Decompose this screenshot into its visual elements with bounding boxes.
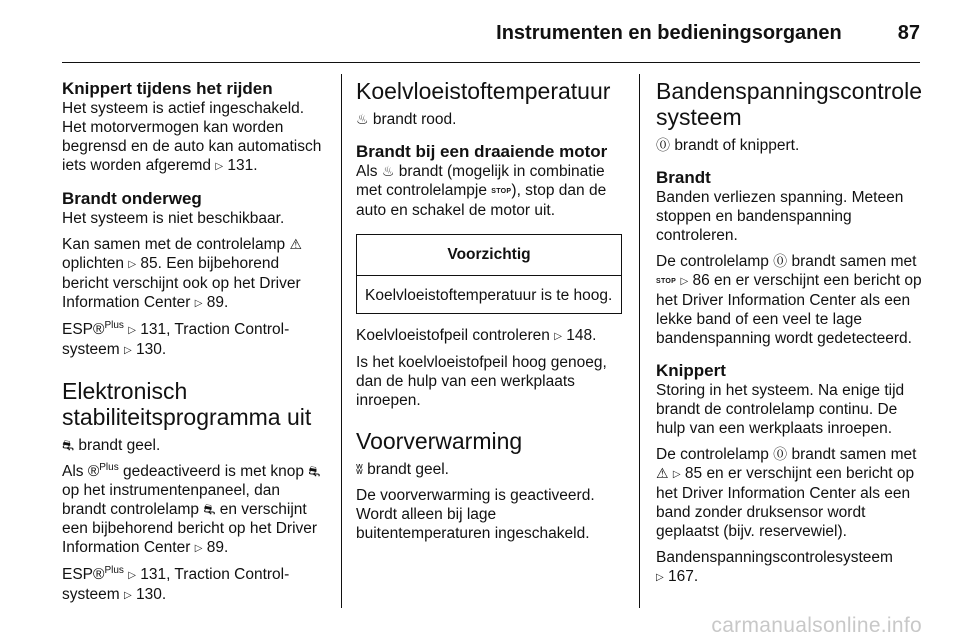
section-title: Knippert tijdens het rijden [62,79,273,98]
section-heading: Koelvloeistoftemperatuur [356,78,611,104]
tire-pressure-icon: ⓪ [773,446,788,462]
paragraph: Het systeem is niet beschikbaar. [62,210,285,227]
coolant-temperature-icon: ♨ [356,111,369,127]
paragraph: Storing in het systeem. Na enige tijd brandt de controlelamp continu. De hulp van een werkplaats inroepen. [656,382,905,437]
arrow-icon: ▷ [194,298,203,309]
paragraph: Als ®$^{Plus}$ gedeactiveerd is met knop ⛐ op het instrumentenpaneel, dan brandt controlelamp ⛐ en verschijnt een bijbehorend bericht op het Driver Information Center ▷ 89. [62,461,321,556]
arrow-icon: ▷ [194,543,203,554]
section-title: Brandt bij een draaiende motor [356,142,608,161]
tire-pressure-icon: ⓪ [773,253,788,269]
section-heading: Elektronisch stabiliteitsprogramma uit [62,378,312,430]
column-2 [356,78,622,543]
section-title: Knippert [656,361,726,380]
arrow-icon: ▷ [128,325,136,336]
paragraph: ♨ brandt rood. [356,111,457,128]
caution-text: Koelvloeistoftemperatuur is te hoog. [365,287,613,304]
tire-pressure-icon: ⓪ [656,137,670,153]
skid-car-icon: ⛐ [62,437,75,453]
arrow-icon: ▷ [128,570,136,581]
warning-lamp-icon: ⚠ [289,236,303,252]
section-title: Brandt onderweg [62,189,202,208]
arrow-icon: ▷ [124,590,132,601]
coolant-temperature-icon: ♨ [381,163,395,179]
column-divider-1 [341,74,342,608]
paragraph: Bandenspanningscontrolesysteem ▷ 167. [656,549,893,585]
arrow-icon: ▷ [680,276,689,287]
arrow-icon: ▷ [215,161,224,172]
paragraph: ESP®$^{Plus}$ ▷ 131, Traction Control-systeem ▷ 130. [62,564,290,603]
paragraph: De controlelamp ⓪ brandt samen met STOP ▷ 86 en er verschijnt een bericht op het Driver Information Center als een lekke band of een veel te lage bandenspanning wordt gedetecteerd. [656,253,922,347]
paragraph: Is het koelvloeistofpeil hoog genoeg, dan de hulp van een werkplaats inroepen. [356,354,607,409]
page-number: 87 [897,21,920,44]
watermark: carmanualsonline.info [711,614,922,637]
caution-box [356,234,622,314]
page-header [62,18,920,48]
column-1 [62,78,324,605]
column-3 [656,78,922,587]
arrow-icon: ▷ [672,469,681,480]
paragraph: ʬ brandt geel. [356,461,449,478]
paragraph: Banden verliezen spanning. Meteen stoppen en bandenspanning controleren. [656,189,904,244]
arrow-icon: ▷ [656,572,664,583]
caution-title: Voorzichtig [357,235,621,276]
paragraph: Koelvloeistofpeil controleren ▷ 148. [356,327,597,344]
section-heading: Voorverwarming [356,428,523,454]
paragraph: ESP®$^{Plus}$ ▷ 131, Traction Control-systeem ▷ 130. [62,319,290,358]
header-title: Instrumenten en bedieningsorganen [496,21,842,44]
column-divider-2 [639,74,640,608]
paragraph: De controlelamp ⓪ brandt samen met ⚠ ▷ 85 en er verschijnt een bericht op het Driver Information Center als een band zonder druksensor wordt geplaatst (bijv. reservewiel). [656,446,917,540]
section-title: Brandt [656,168,711,187]
skid-car-icon: ⛐ [203,501,216,517]
paragraph: ⛐ brandt geel. [62,437,161,454]
stop-lamp-icon: STOP [656,278,677,285]
arrow-icon: ▷ [128,259,137,270]
paragraph: Kan samen met de controlelamp ⚠ oplichten ▷ 85. Een bijbehorend bericht verschijnt ook op het Driver Information Center ▷ 89. [62,236,303,311]
section-heading: Bandenspanningscontrolesysteem [656,78,922,130]
skid-car-icon: ⛐ [308,463,321,479]
paragraph: Het systeem is actief ingeschakeld. Het motorvermogen kan worden begrensd en de auto kan automatisch iets worden afgeremd ▷ 131. [62,100,322,174]
arrow-icon: ▷ [124,345,132,356]
arrow-icon: ▷ [554,331,562,342]
glow-plug-icon: ʬ [356,461,363,477]
paragraph: De voorverwarming is geactiveerd. Wordt alleen bij lage buitentemperaturen ingeschakeld. [356,487,595,542]
paragraph: Als ♨ brandt (mogelijk in combinatie met controlelampje STOP), stop dan de auto en schakel de motor uit. [356,163,607,219]
paragraph: ⓪ brandt of knippert. [656,137,800,154]
warning-lamp-icon: ⚠ [656,465,669,481]
header-rule [62,62,920,63]
stop-lamp-icon: STOP [491,188,512,195]
